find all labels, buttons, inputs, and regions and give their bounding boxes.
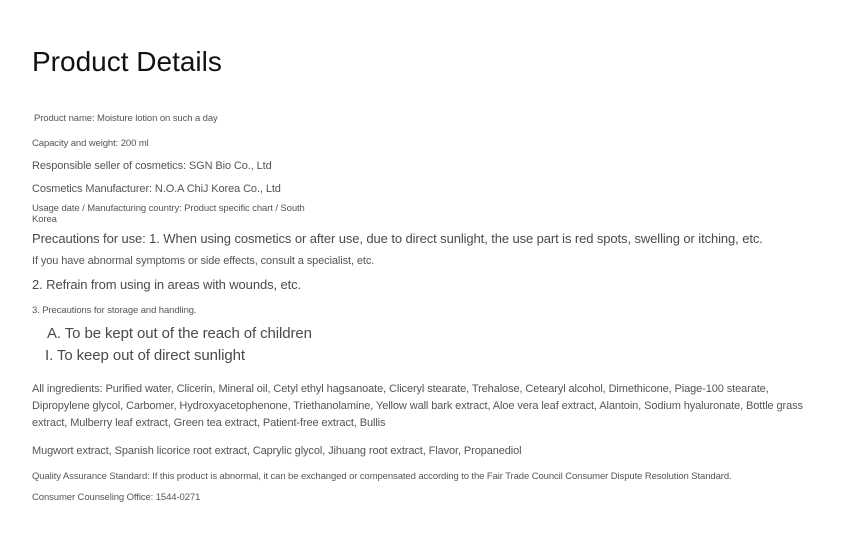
ingredients-continued-text: Mugwort extract, Spanish licorice root extract, Caprylic glycol, Jihuang root extract, Flavor, Propanediol [32,445,522,457]
precaution-3-text: 3. Precautions for storage and handling. [32,305,197,316]
precaution-1-text: Precautions for use: 1. When using cosmetics or after use, due to direct sunlight, the use part is red spots, swelling or itching, etc. [32,231,763,246]
seller-text: Responsible seller of cosmetics: SGN Bio Co., Ltd [32,160,272,172]
consult-note-text: If you have abnormal symptoms or side effects, consult a specialist, etc. [32,255,375,267]
counseling-office-text: Consumer Counseling Office: 1544-0271 [32,492,201,503]
storage-a-text: A. To be kept out of the reach of children [47,325,312,342]
quality-standard-text: Quality Assurance Standard: If this product is abnormal, it can be exchanged or compensated according to the Fair Trade Council Consumer Dispute Resolution Standard. [32,471,732,482]
storage-b-text: I. To keep out of direct sunlight [45,347,245,364]
page-title: Product Details [32,46,222,77]
precaution-2-text: 2. Refrain from using in areas with wounds, etc. [32,277,302,292]
manufacturer-text: Cosmetics Manufacturer: N.O.A ChiJ Korea Co., Ltd [32,183,281,195]
usage-date-text: Usage date / Manufacturing country: Product specific chart / South Korea [32,203,305,225]
product-name-text: Product name: Moisture lotion on such a day [34,113,218,124]
ingredients-text: All ingredients: Purified water, Clicerin, Mineral oil, Cetyl ethyl hagsanoate, Cliceryl stearate, Trehalose, Cetearyl alcohol, Dimethicone, Piage-100 stearate, Dipropylene glycol, Carbomer, Hydroxyacetophenone, Triethanolamine, Yellow wall bark extract, Aloe vera leaf extract, Alantoin, Sodium hyaluronate, Bottle grass extract, Mulberry leaf extract, Green tea extract, Patient-free extract, Bullis [32,383,803,429]
capacity-text: Capacity and weight: 200 ml [32,138,149,149]
